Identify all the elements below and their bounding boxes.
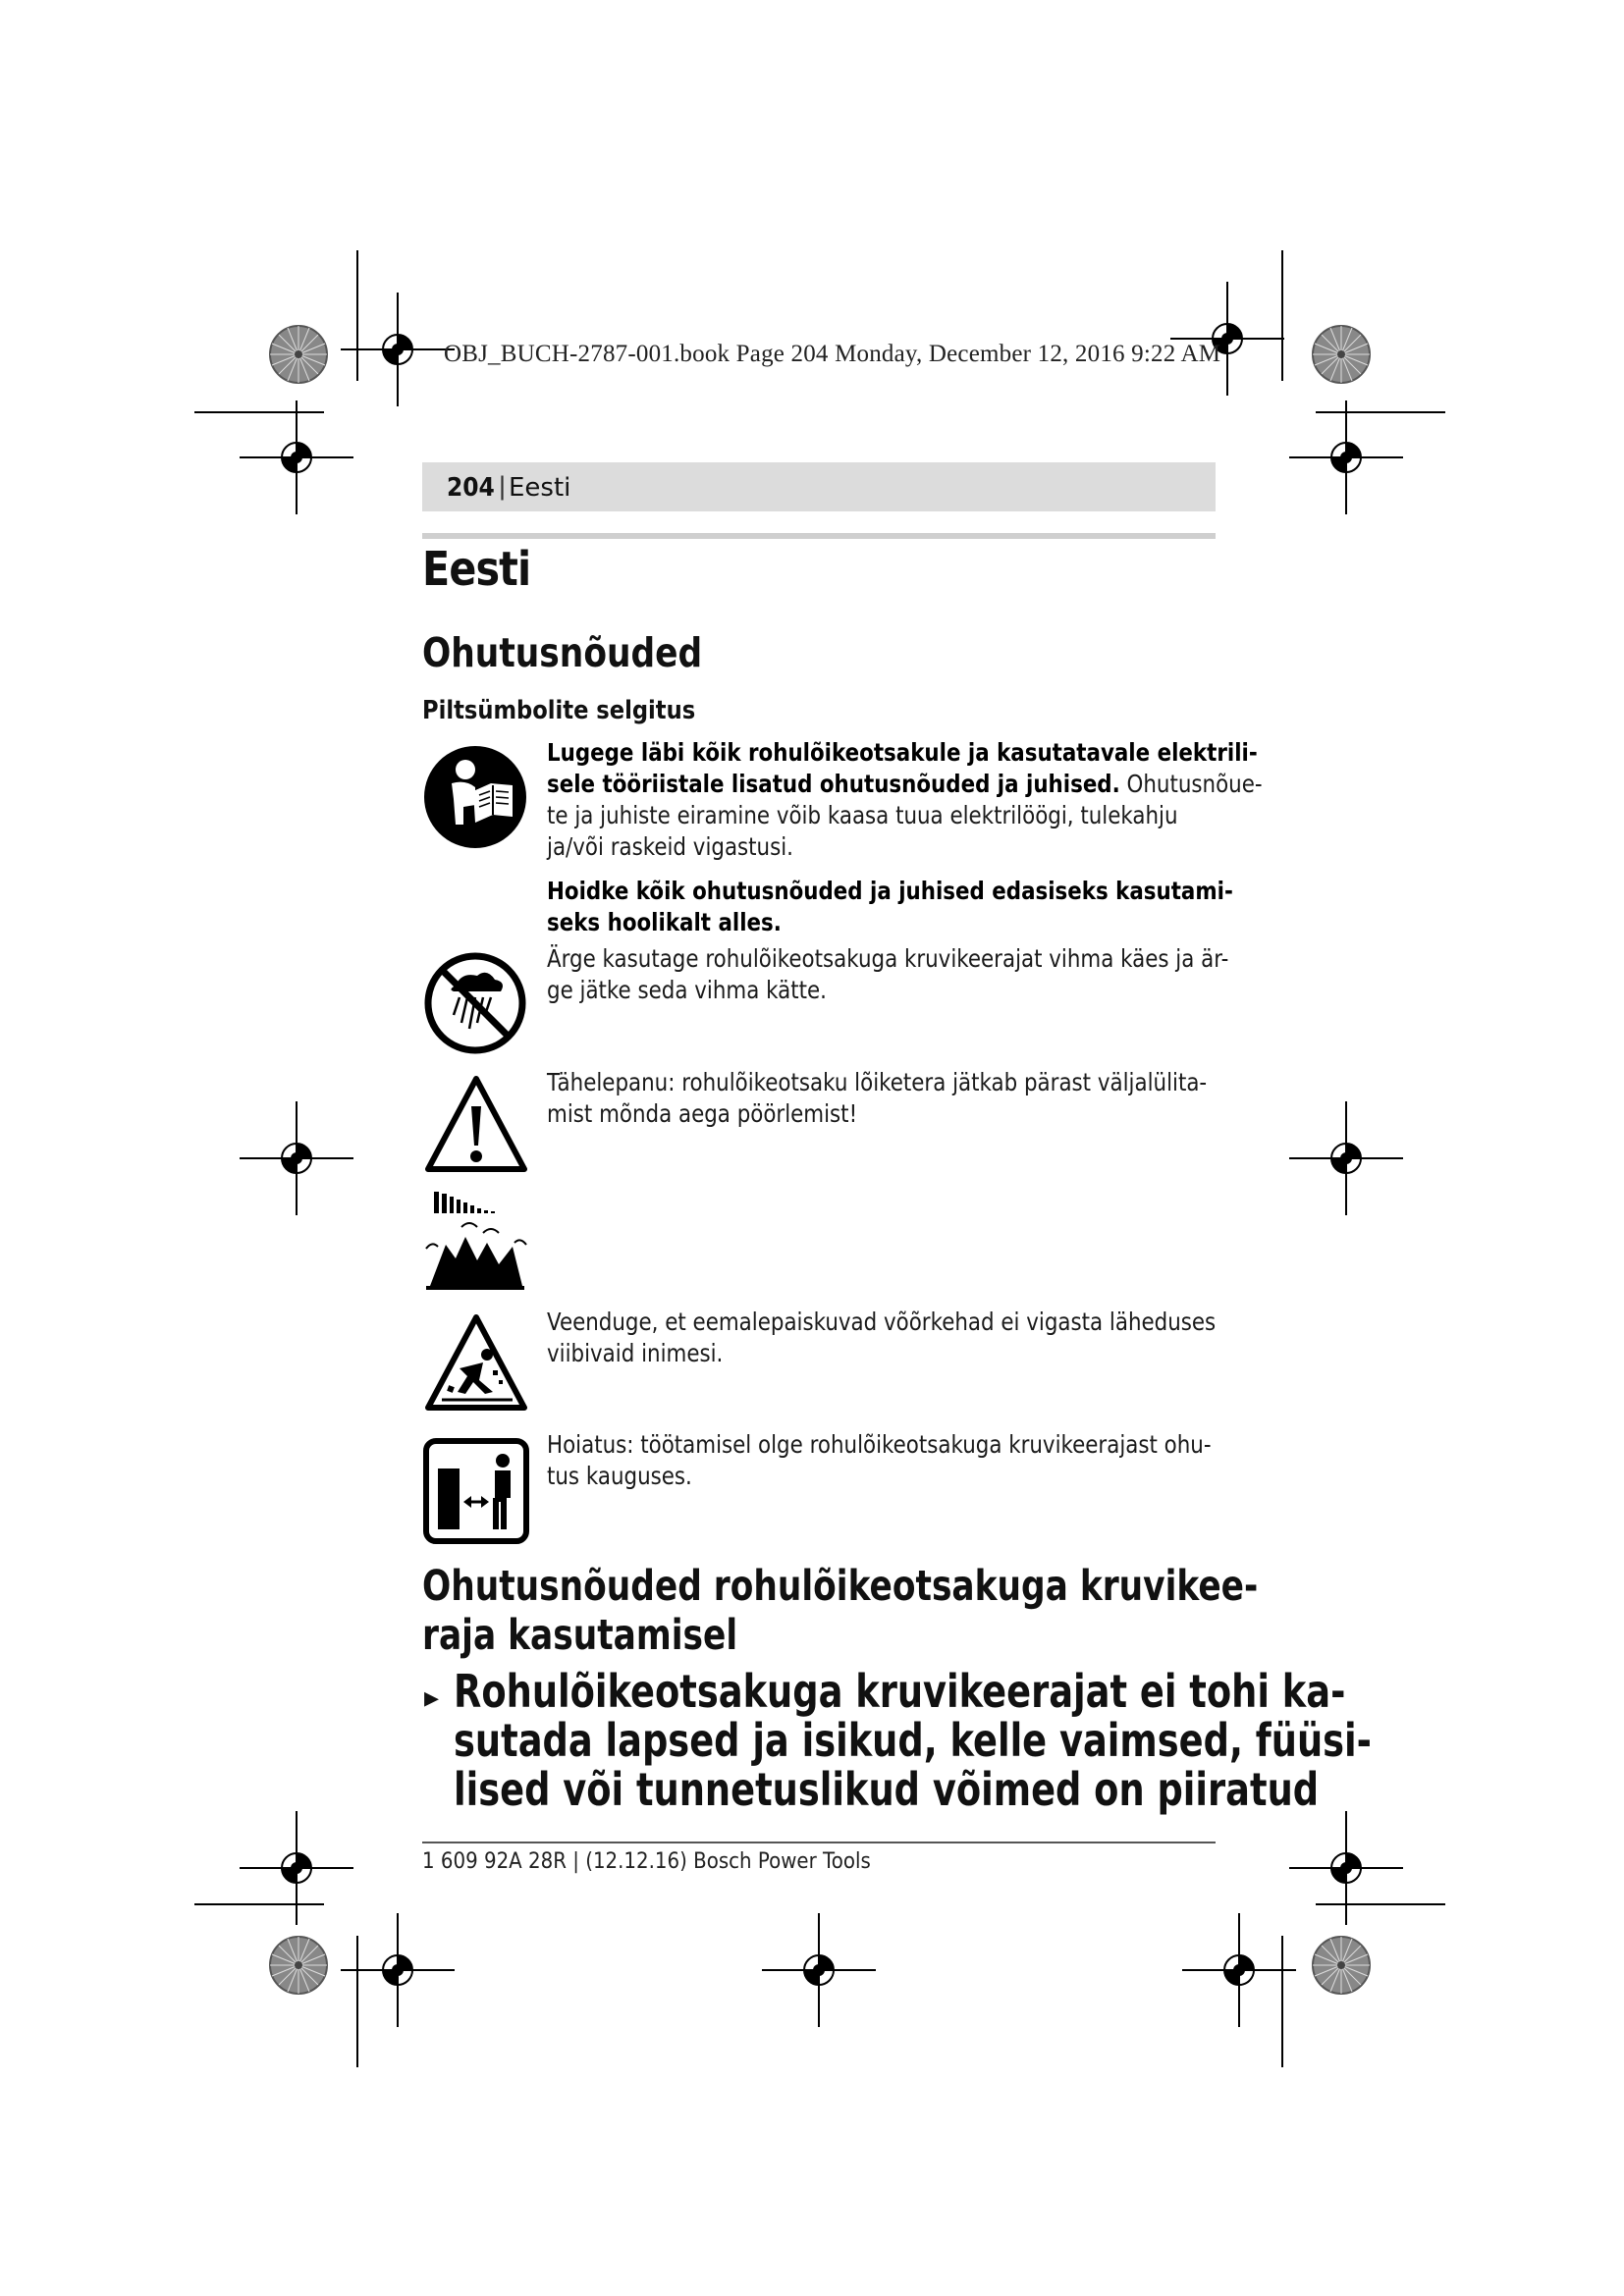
- read-manual-line-2: [547, 770, 1263, 798]
- blade-warning-line-1: Tähelepanu: rohulõikeotsaku lõiketera jätkab pärast väljalülita-: [547, 1068, 1208, 1096]
- footer-rule: [422, 1842, 1216, 1843]
- book-file-header: OBJ_BUCH-2787-001.book Page 204 Monday, December 12, 2016 9:22 AM: [444, 341, 1221, 367]
- blade-warning-line-2: mist mõnda aega pöörlemist!: [547, 1099, 858, 1128]
- bystanders-line-2: viibivaid inimesi.: [547, 1339, 724, 1367]
- safe-distance-line-2: tus kauguses.: [547, 1462, 692, 1490]
- no-rain-icon: [422, 950, 528, 1056]
- read-manual-line-3: te ja juhiste eiramine võib kaasa tuua elektrilöögi, tulekahju: [547, 801, 1178, 829]
- page-title: Eesti: [422, 542, 531, 597]
- keep-instructions-line-1: Hoidke kõik ohutusnõuded ja juhised edasiseks kasutami-: [547, 877, 1233, 905]
- read-manual-icon: [422, 744, 528, 850]
- read-manual-line-2-rest: Ohutusnõue-: [1119, 770, 1263, 798]
- bullet-marker: ▸: [424, 1682, 440, 1714]
- read-manual-line-2-bold: sele tööriistale lisatud ohutusnõuded ja juhised.: [547, 770, 1120, 798]
- warning-icon: [422, 1073, 530, 1181]
- section2-title-line-2: raja kasutamisel: [422, 1611, 738, 1660]
- keep-instructions-line-2: seks hoolikalt alles.: [547, 908, 782, 936]
- rotating-blade-icon: [422, 1188, 530, 1294]
- safe-distance-line-1: Hoiatus: töötamisel olge rohulõikeotsakuga kruvikeerajast ohu-: [547, 1430, 1212, 1459]
- bullet-line-2: sutada lapsed ja isikud, kelle vaimsed, füüsi-: [454, 1714, 1372, 1767]
- page-number: 204: [447, 473, 495, 503]
- bystanders-line-1: Veenduge, et eemalepaiskuvad võõrkehad ei vigasta läheduses: [547, 1308, 1217, 1336]
- thrown-objects-icon: [422, 1311, 530, 1419]
- page-header-language: Eesti: [509, 473, 571, 503]
- page-header-rule: [422, 533, 1216, 539]
- subsection-title: Piltsümbolite selgitus: [422, 696, 696, 725]
- bullet-line-3: lised või tunnetuslikud võimed on piiratud: [454, 1763, 1320, 1816]
- page-header-separator: |: [499, 471, 507, 501]
- read-manual-line-1: Lugege läbi kõik rohulõikeotsakule ja kasutatavale elektrili-: [547, 738, 1258, 767]
- section-title: Ohutusnõuded: [422, 629, 703, 676]
- safe-distance-icon: [422, 1437, 530, 1545]
- read-manual-line-4: ja/või raskeid vigastusi.: [547, 832, 793, 861]
- rain-warning-line-2: ge jätke seda vihma kätte.: [547, 976, 827, 1004]
- bullet-line-1: Rohulõikeotsakuga kruvikeerajat ei tohi ka-: [454, 1665, 1346, 1718]
- section2-title-line-1: Ohutusnõuded rohulõikeotsakuga kruvikee-: [422, 1562, 1259, 1611]
- rain-warning-line-1: Ärge kasutage rohulõikeotsakuga kruvikeerajat vihma käes ja är-: [547, 944, 1229, 973]
- page-footer: 1 609 92A 28R | (12.12.16) Bosch Power Tools: [422, 1849, 871, 1874]
